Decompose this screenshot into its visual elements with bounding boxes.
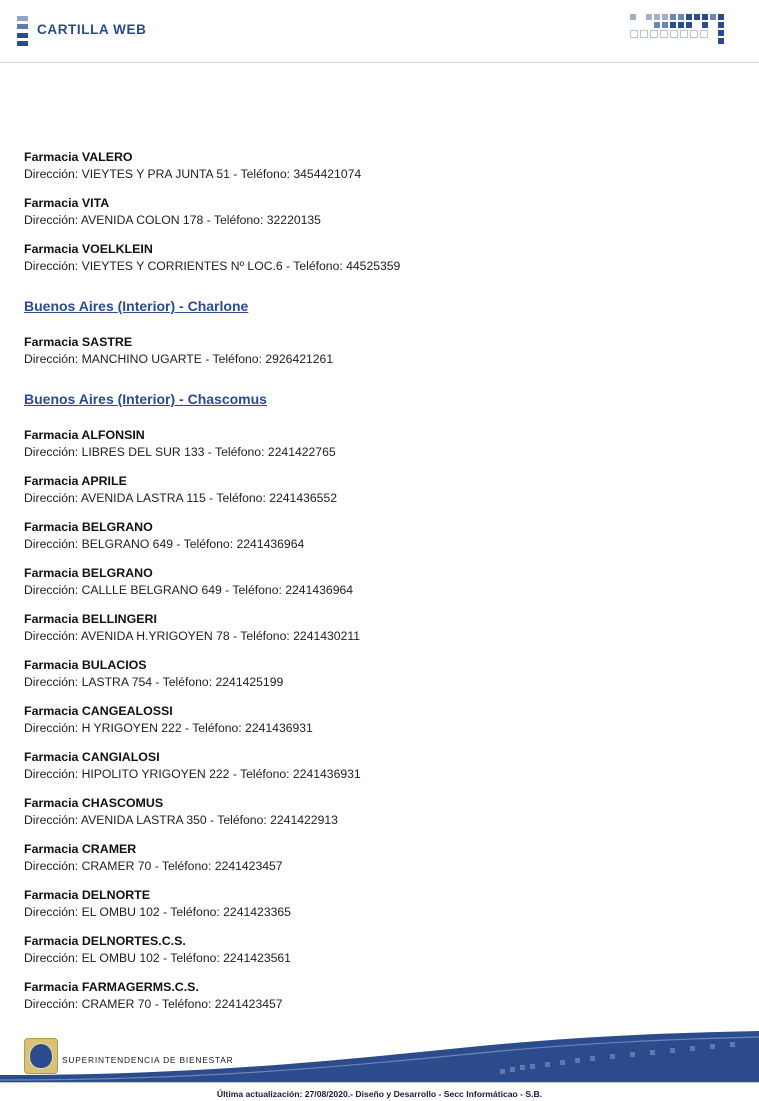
pharmacy-detail: Dirección: VIEYTES Y PRA JUNTA 51 - Teléfono: 3454421074: [24, 167, 362, 181]
pharmacy-detail: Dirección: CRAMER 70 - Teléfono: 2241423457: [24, 859, 283, 873]
pharmacy-name: Farmacia VITA: [24, 196, 110, 210]
pharmacy-detail: Dirección: AVENIDA H.YRIGOYEN 78 - Teléfono: 2241430211: [24, 629, 361, 643]
pharmacy-name: Farmacia BELGRANO: [24, 520, 153, 534]
pharmacy-name: Farmacia BELLINGERI: [24, 612, 157, 626]
list-item: [0, 138, 759, 184]
list-item: [0, 692, 759, 738]
section-entry-list-charlone: [0, 323, 759, 369]
top-entry-list: [0, 138, 759, 276]
list-item: [0, 554, 759, 600]
pharmacy-detail: Dirección: MANCHINO UGARTE - Teléfono: 2926421261: [24, 352, 334, 366]
section-entry-list-chascomus: [0, 416, 759, 1014]
pharmacy-name: Farmacia ALFONSIN: [24, 428, 145, 442]
pharmacy-detail: Dirección: CRAMER 70 - Teléfono: 2241423457: [24, 997, 283, 1011]
list-item: [0, 646, 759, 692]
pharmacy-detail: Dirección: VIEYTES Y CORRIENTES Nº LOC.6 - Teléfono: 44525359: [24, 259, 401, 273]
list-item: [0, 323, 759, 369]
list-item: [0, 508, 759, 554]
list-item: [0, 738, 759, 784]
pharmacy-name: Farmacia CANGEALOSSI: [24, 704, 173, 718]
institutional-seal-icon: [24, 1038, 58, 1074]
section-heading-chascomus[interactable]: Buenos Aires (Interior) - Chascomus: [24, 391, 267, 407]
pharmacy-name: Farmacia FARMAGERMS.C.S.: [24, 980, 199, 994]
list-item: [0, 462, 759, 508]
list-item: [0, 600, 759, 646]
pharmacy-detail: Dirección: EL OMBU 102 - Teléfono: 2241423365: [24, 905, 291, 919]
pharmacy-name: Farmacia DELNORTES.C.S.: [24, 934, 186, 948]
pharmacy-detail: Dirección: AVENIDA COLON 178 - Teléfono: 32220135: [24, 213, 321, 227]
footer-organization: SUPERINTENDENCIA DE BIENESTAR: [62, 1055, 234, 1065]
bars-logo-icon: [17, 16, 28, 46]
pharmacy-detail: Dirección: CALLLE BELGRANO 649 - Teléfono: 2241436964: [24, 583, 354, 597]
pharmacy-listing: [0, 62, 759, 1014]
page-footer: [0, 1031, 759, 1101]
pharmacy-detail: Dirección: EL OMBU 102 - Teléfono: 2241423561: [24, 951, 291, 965]
list-item: [0, 184, 759, 230]
pharmacy-name: Farmacia VALERO: [24, 150, 133, 164]
list-item: [0, 230, 759, 276]
list-item: [0, 830, 759, 876]
list-item: [0, 922, 759, 968]
pharmacy-name: Farmacia DELNORTE: [24, 888, 151, 902]
pharmacy-detail: Dirección: LASTRA 754 - Teléfono: 2241425199: [24, 675, 284, 689]
pharmacy-name: Farmacia VOELKLEIN: [24, 242, 153, 256]
pharmacy-name: Farmacia SASTRE: [24, 335, 133, 349]
list-item: [0, 876, 759, 922]
pharmacy-detail: Dirección: LIBRES DEL SUR 133 - Teléfono: 2241422765: [24, 445, 336, 459]
footer-update-note: Última actualización: 27/08/2020.- Diseño y Desarrollo - Secc Informáticao - S.B.: [216, 1089, 543, 1099]
pharmacy-name: Farmacia BULACIOS: [24, 658, 147, 672]
list-item: [0, 784, 759, 830]
pharmacy-name: Farmacia BELGRANO: [24, 566, 153, 580]
pharmacy-name: Farmacia APRILE: [24, 474, 127, 488]
content-top-spacer: [0, 62, 759, 138]
mosaic-squares-icon: [629, 8, 749, 54]
pharmacy-name: Farmacia CRAMER: [24, 842, 137, 856]
pharmacy-detail: Dirección: H YRIGOYEN 222 - Teléfono: 2241436931: [24, 721, 313, 735]
section-heading-charlone[interactable]: Buenos Aires (Interior) - Charlone: [24, 298, 249, 314]
pharmacy-name: Farmacia CHASCOMUS: [24, 796, 164, 810]
pharmacy-detail: Dirección: BELGRANO 649 - Teléfono: 2241436964: [24, 537, 305, 551]
pharmacy-detail: Dirección: AVENIDA LASTRA 115 - Teléfono: 2241436552: [24, 491, 338, 505]
pharmacy-detail: Dirección: HIPOLITO YRIGOYEN 222 - Teléfono: 2241436931: [24, 767, 361, 781]
page-header: [0, 0, 759, 63]
pharmacy-name: Farmacia CANGIALOSI: [24, 750, 160, 764]
list-item: [0, 416, 759, 462]
pharmacy-detail: Dirección: AVENIDA LASTRA 350 - Teléfono: 2241422913: [24, 813, 338, 827]
page-title: CARTILLA WEB: [37, 22, 147, 37]
list-item: [0, 968, 759, 1014]
